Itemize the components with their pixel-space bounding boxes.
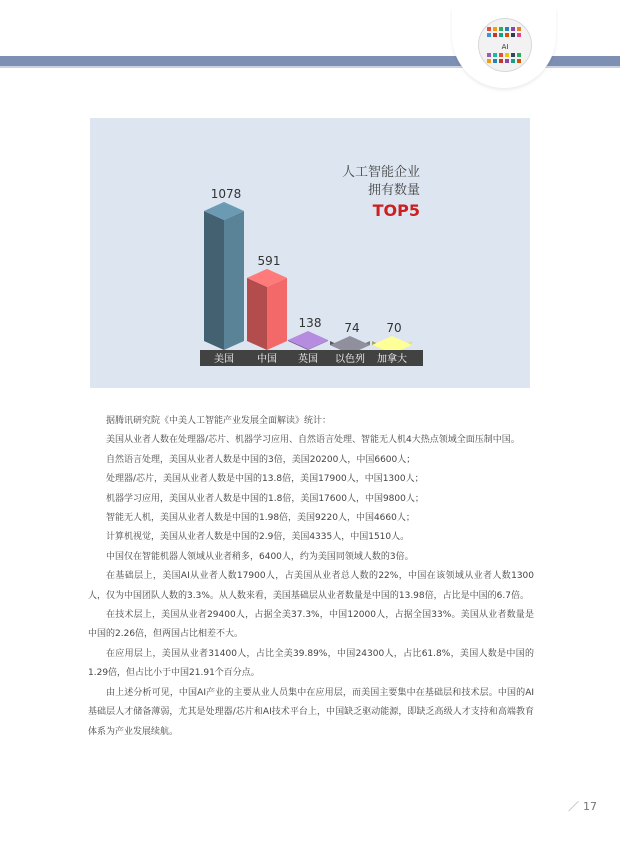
- bar-chart: [90, 118, 530, 388]
- body-paragraph: 计算机视觉，美国从业者人数是中国的2.9倍，美国4335人，中国1510人。: [106, 532, 410, 543]
- body-paragraph: 中国仅在智能机器人领域从业者稍多，6400人，约为美国同领域人数的3倍。: [106, 551, 414, 562]
- article-body: [88, 412, 534, 742]
- chart-title-line1: 人工智能企业: [341, 165, 420, 180]
- bar: [204, 202, 244, 350]
- body-paragraph: 智能无人机，美国从业者人数是中国的1.98倍，美国9220人，中国4660人；: [106, 513, 415, 524]
- bar-right-face: [267, 278, 287, 350]
- svg-text:AI: AI: [501, 43, 509, 51]
- footer-separator: ／: [568, 800, 579, 813]
- body-paragraph: 在应用层上，美国从业者31400人，占比全美39.89%，中国24300人，占比61.8%，美国人数是中国的1.29倍，但占比小于中国21.91个百分点。: [88, 648, 534, 679]
- category-label: 英国: [298, 354, 318, 365]
- body-paragraph: 由上述分析可见，中国AI产业的主要从业人员集中在应用层，而美国主要集中在基础层和技术层。中国的AI基础层人才储备薄弱，尤其是处理器/芯片和AI技术平台上，中国缺乏驱动能源，即缺乏高级人才支持和高端教育体系为产业发展续航。: [88, 687, 534, 737]
- body-paragraph: 美国从业者人数在处理器/芯片、机器学习应用、自然语言处理、智能无人机4大热点领域全面压制中国。: [106, 435, 520, 446]
- chart-panel: [90, 118, 530, 388]
- bar-value-label: 591: [257, 253, 281, 268]
- chart-title-line2: 拥有数量: [367, 183, 420, 198]
- category-label: 中国: [257, 354, 277, 365]
- body-paragraph: 自然语言处理，美国从业者人数是中国的3倍，美国20200人，中国6600人；: [106, 454, 416, 465]
- bar-value-label: 1078: [210, 187, 242, 201]
- logo-mark-icon: [479, 19, 531, 71]
- bar-left-face: [204, 211, 224, 350]
- body-paragraph: 在基础层上，美国AI从业者人数17900人，占美国从业者总人数的22%，中国在该领域从业者人数1300人，仅为中国团队人数的3.3%。从人数来看，美国基础层从业者数量是中国的13.98倍，占比是中国的6.7倍。: [88, 571, 534, 601]
- page-footer: [568, 798, 597, 814]
- body-paragraph: 处理器/芯片，美国从业者人数是中国的13.8倍，美国17900人，中国1300人；: [106, 474, 424, 485]
- category-label: 美国: [214, 354, 234, 365]
- bar-value-label: 138: [298, 316, 322, 331]
- bar: [288, 331, 328, 350]
- bar-top-face: [288, 331, 328, 349]
- category-label: 以色列: [335, 354, 365, 365]
- bar-value-label: 74: [344, 321, 360, 335]
- category-label: 加拿大: [377, 354, 407, 365]
- report-logo: [478, 18, 532, 72]
- page-number: 17: [583, 800, 597, 813]
- bar-value-label: 70: [386, 321, 402, 335]
- body-paragraph: 据腾讯研究院《中美人工智能产业发展全面解读》统计：: [106, 416, 332, 426]
- chart-title-emphasis: TOP5: [372, 201, 420, 220]
- bar: [247, 269, 287, 350]
- bar-left-face: [247, 278, 267, 350]
- body-paragraph: 机器学习应用，美国从业者人数是中国的1.8倍，美国17600人，中国9800人；: [106, 493, 424, 504]
- bar-right-face: [224, 211, 244, 350]
- body-paragraph: 在技术层上，美国从业者29400人，占据全美37.3%，中国12000人，占据全国33%。美国从业者数量是中国的2.26倍，但两国占比相差不大。: [88, 610, 534, 640]
